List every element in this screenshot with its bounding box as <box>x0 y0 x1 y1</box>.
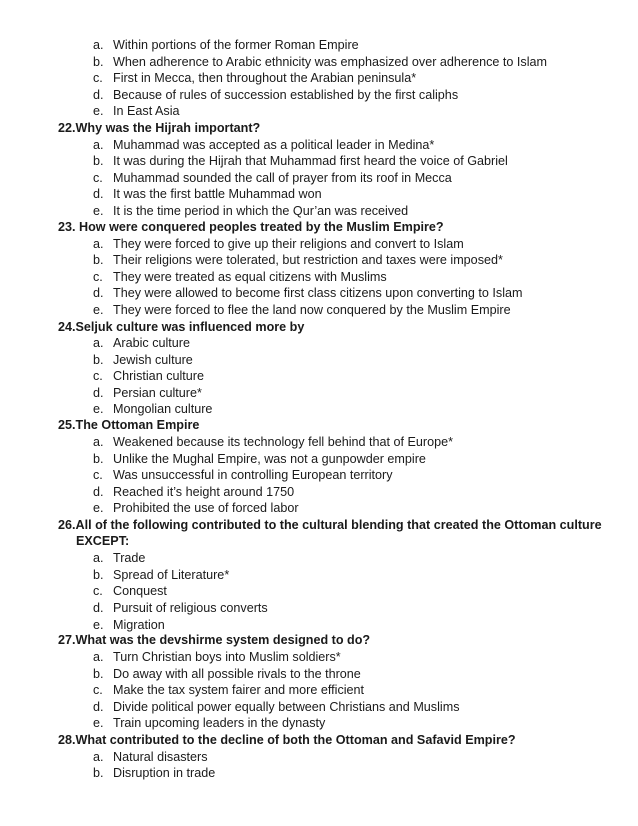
option-text: Prohibited the use of forced labor <box>113 501 299 515</box>
option-text: Turn Christian boys into Muslim soldiers* <box>113 650 341 664</box>
option-text: Conquest <box>113 584 167 598</box>
option-letter: b. <box>93 55 104 69</box>
option-text: Weakened because its technology fell behind that of Europe* <box>113 435 454 449</box>
option-letter: b. <box>93 154 104 168</box>
option-text: Divide political power equally between Christians and Muslims <box>113 700 460 714</box>
option-letter: d. <box>93 485 104 499</box>
option-letter: e. <box>93 204 104 218</box>
option-text: First in Mecca, then throughout the Arabian peninsula* <box>113 71 417 85</box>
option-letter: c. <box>93 683 103 697</box>
option-text: Muhammad sounded the call of prayer from its roof in Mecca <box>113 171 452 185</box>
option-letter: c. <box>93 468 103 482</box>
question-heading: 22.Why was the Hijrah important? <box>58 121 261 135</box>
option-text: In East Asia <box>113 104 180 118</box>
option-letter: b. <box>93 667 104 681</box>
option-letter: c. <box>93 270 103 284</box>
option-letter: a. <box>93 435 104 449</box>
question-heading-continuation: EXCEPT: <box>76 534 130 548</box>
option-letter: a. <box>93 237 104 251</box>
option-letter: b. <box>93 253 104 267</box>
option-letter: a. <box>93 750 104 764</box>
option-text: Migration <box>113 618 165 632</box>
option-text: Was unsuccessful in controlling European territory <box>113 468 393 482</box>
option-letter: d. <box>93 88 104 102</box>
option-letter: d. <box>93 601 104 615</box>
option-text: They were allowed to become first class citizens upon converting to Islam <box>113 286 523 300</box>
option-text: They were forced to give up their religions and convert to Islam <box>113 237 464 251</box>
option-text: When adherence to Arabic ethnicity was emphasized over adherence to Islam <box>113 55 548 69</box>
option-text: It is the time period in which the Qur’an was received <box>113 204 409 218</box>
option-letter: d. <box>93 700 104 714</box>
question-heading: 24.Seljuk culture was influenced more by <box>58 320 305 334</box>
option-letter: e. <box>93 402 104 416</box>
question-heading: 28.What contributed to the decline of both the Ottoman and Safavid Empire? <box>58 733 516 747</box>
question-heading: 23. How were conquered peoples treated by the Muslim Empire? <box>58 220 444 234</box>
option-text: It was the first battle Muhammad won <box>113 187 322 201</box>
option-text: Pursuit of religious converts <box>113 601 268 615</box>
option-letter: d. <box>93 187 104 201</box>
option-text: It was during the Hijrah that Muhammad first heard the voice of Gabriel <box>113 154 508 168</box>
option-letter: b. <box>93 353 104 367</box>
option-text: They were treated as equal citizens with Muslims <box>113 270 387 284</box>
option-letter: e. <box>93 501 104 515</box>
option-letter: c. <box>93 171 103 185</box>
option-text: Within portions of the former Roman Empire <box>113 38 359 52</box>
question-heading: 27.What was the devshirme system designed to do? <box>58 633 371 647</box>
option-text: Muhammad was accepted as a political leader in Medina* <box>113 138 435 152</box>
question-heading: 25.The Ottoman Empire <box>58 418 200 432</box>
option-text: They were forced to flee the land now conquered by the Muslim Empire <box>113 303 511 317</box>
option-letter: c. <box>93 369 103 383</box>
option-text: Spread of Literature* <box>113 568 230 582</box>
option-text: Because of rules of succession established by the first caliphs <box>113 88 459 102</box>
option-text: Mongolian culture <box>113 402 213 416</box>
option-letter: e. <box>93 104 104 118</box>
option-text: Reached it’s height around 1750 <box>113 485 295 499</box>
option-letter: a. <box>93 650 104 664</box>
option-letter: d. <box>93 286 104 300</box>
option-text: Trade <box>113 551 146 565</box>
question-heading: 26.All of the following contributed to the cultural blending that created the Ottoman culture <box>58 518 602 532</box>
option-text: Their religions were tolerated, but restriction and taxes were imposed* <box>113 253 503 267</box>
option-letter: a. <box>93 38 104 52</box>
option-letter: e. <box>93 716 104 730</box>
option-letter: a. <box>93 336 104 350</box>
option-letter: c. <box>93 584 103 598</box>
option-letter: c. <box>93 71 103 85</box>
option-letter: a. <box>93 138 104 152</box>
option-letter: d. <box>93 386 104 400</box>
option-text: Christian culture <box>113 369 204 383</box>
option-text: Natural disasters <box>113 750 208 764</box>
option-letter: e. <box>93 618 104 632</box>
option-text: Unlike the Mughal Empire, was not a gunpowder empire <box>113 452 426 466</box>
option-text: Persian culture* <box>113 386 202 400</box>
option-text: Disruption in trade <box>113 766 216 780</box>
option-text: Train upcoming leaders in the dynasty <box>113 716 326 730</box>
option-text: Make the tax system fairer and more efficient <box>113 683 365 697</box>
option-letter: e. <box>93 303 104 317</box>
option-letter: b. <box>93 766 104 780</box>
option-letter: b. <box>93 568 104 582</box>
option-text: Jewish culture <box>113 353 193 367</box>
option-text: Arabic culture <box>113 336 190 350</box>
option-letter: b. <box>93 452 104 466</box>
option-letter: a. <box>93 551 104 565</box>
option-text: Do away with all possible rivals to the throne <box>113 667 361 681</box>
